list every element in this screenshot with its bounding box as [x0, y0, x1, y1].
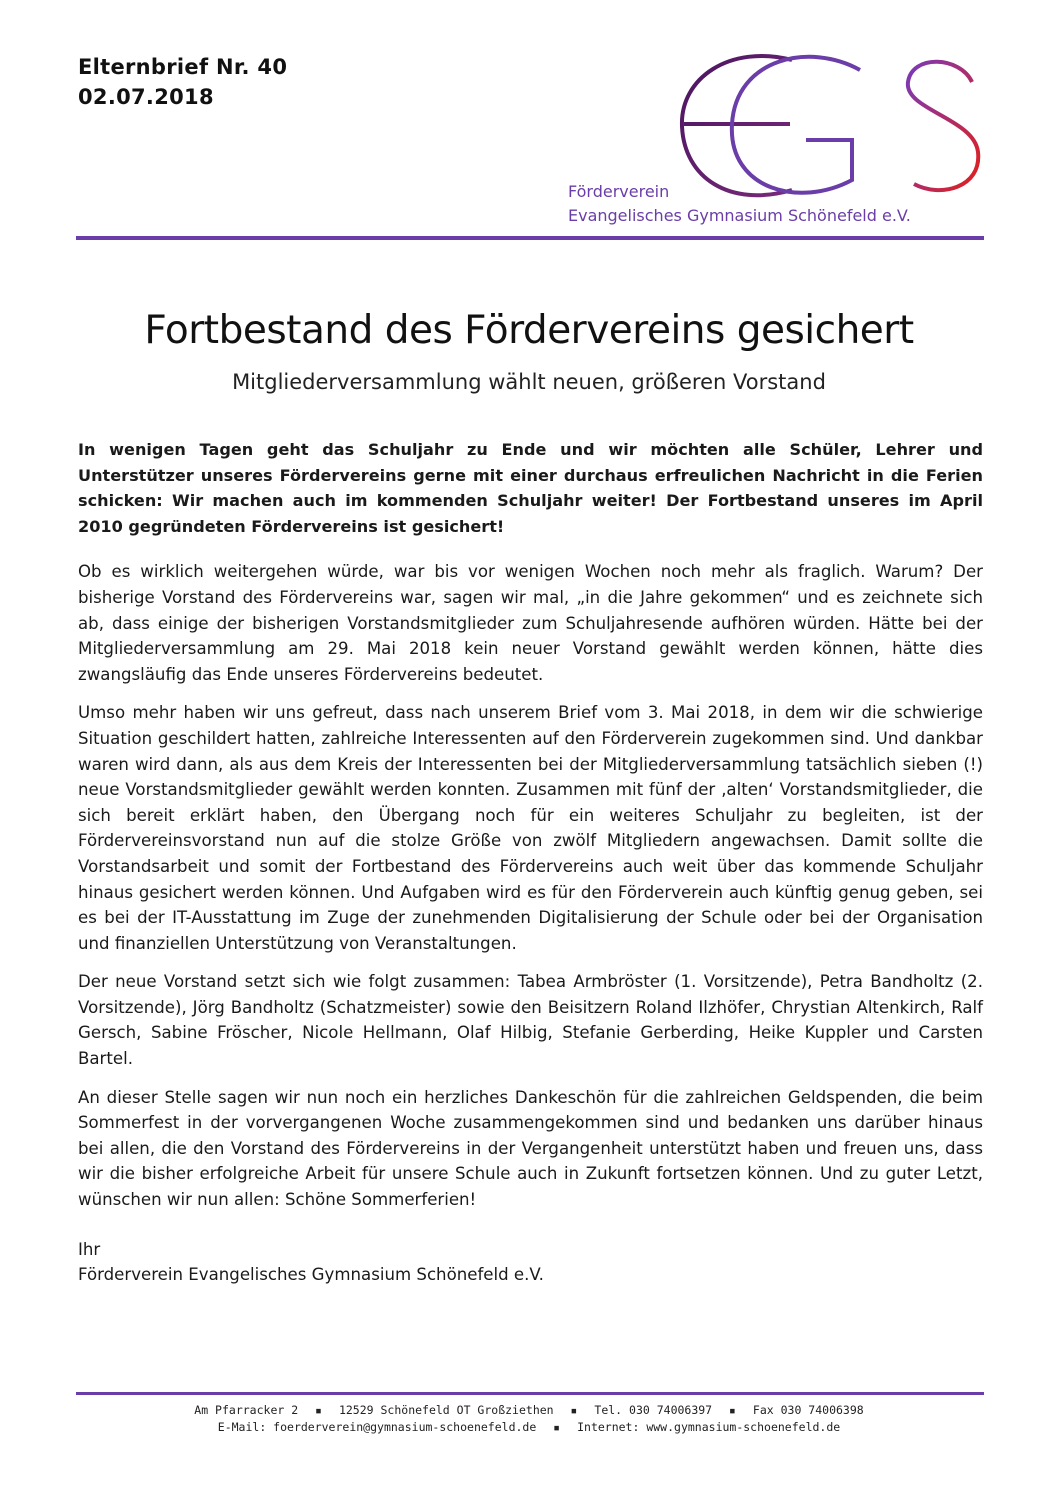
footer-email[interactable]: E-Mail: foerderverein@gymnasium-schoenefeld.de [217, 1420, 537, 1434]
footer-website[interactable]: Internet: www.gymnasium-schoenefeld.de [577, 1420, 841, 1434]
article-title: Fortbestand des Fördervereins gesichert [144, 308, 914, 353]
svg-text:EGS: EGS [560, 48, 563, 49]
logo-letter-s [908, 62, 978, 190]
paragraph-2: Umso mehr haben wir uns gefreut, dass nach unserem Brief vom 3. Mai 2018, in dem wir die schwierige Situation geschildert hatten, zahlreiche Interessenten auf den Förderverein zugekommen sind. Und dankbar waren wird dann, als aus dem Kreis der Interessenten bei der Mitgliederversammlung tatsächlich sieben (!) neue Vorstandsmitglieder gewählt werden konnten. Zusammen mit fünf der ‚alten‘ Vorstandsmitglieder, die sich bereit erklärt haben, den Übergang noch für ein weiteres Schuljahr zu begleiten, ist der Fördervereinsvorstand nun auf die stolze Größe von zwölf Mitgliedern angewachsen. Damit sollte die Vorstandsarbeit und somit der Fortbestand des Fördervereins auch weit über das kommende Schuljahr hinaus gesichert werden können. Und Aufgaben wird es für den Förderverein auch künftig genug geben, sei es bei der IT-Ausstattung im Zuge der zunehmenden Digitalisierung der Schule oder bei der Organisation und finanziellen Unterstützung von Veranstaltungen. [78, 703, 983, 953]
footer-divider [76, 1392, 984, 1395]
footer-address: Am Pfarracker 2 [194, 1403, 299, 1417]
paragraph-3: Der neue Vorstand setzt sich wie folgt zusammen: Tabea Armbröster (1. Vorsitzende), Petra Bandholtz (2. Vorsitzende), Jörg Bandholtz (Schatzmeister) sowie den Beisitzern Roland Ilzhöfer, Chrystian Altenkirch, Ralf Gersch, Sabine Fröscher, Nicole Hellmann, Olaf Hilbig, Stefanie Gerberding, Heike Kuppler und Carsten Bartel. [78, 972, 983, 1069]
footer-fax: Fax 030 74006398 [752, 1403, 864, 1417]
footer [0, 1402, 1058, 1436]
closing-salutation: Ihr [78, 1239, 101, 1259]
paragraph-1: Ob es wirklich weitergehen würde, war bis vor wenigen Wochen noch mehr als fraglich. Warum? Der bisherige Vorstand des Fördervereins war, sagen wir mal, „in die Jahre gekommen“ und es zeichnete sich ab, dass einige der bisherigen Vorstandsmitglieder zum Schuljahresende aufhören würden. Hätte bei der Mitgliederversammlung am 29. Mai 2018 kein neuer Vorstand gewählt werden können, hätte dies zwangsläufig das Ende unseres Fördervereins bedeutet. [78, 562, 983, 684]
footer-separator: ▪ [315, 1403, 323, 1417]
org-name-line1: Förderverein [568, 182, 670, 201]
org-name-block [568, 180, 911, 228]
letter-header-info [78, 52, 287, 112]
footer-phone: Tel. 030 74006397 [594, 1403, 713, 1417]
org-name-line2: Evangelisches Gymnasium Schönefeld e.V. [568, 206, 911, 225]
footer-separator: ▪ [553, 1420, 561, 1434]
logo-letter-e [682, 56, 792, 195]
article-body [78, 437, 983, 1288]
footer-line-2 [0, 1419, 1058, 1436]
closing-signature: Förderverein Evangelisches Gymnasium Schönefeld e.V. [78, 1265, 544, 1285]
footer-line-1 [0, 1402, 1058, 1419]
issue-number: Elternbrief Nr. 40 [78, 55, 288, 79]
footer-separator: ▪ [729, 1403, 736, 1417]
article-subtitle: Mitgliederversammlung wählt neuen, größeren Vorstand [232, 370, 826, 394]
header-divider [76, 236, 984, 240]
paragraph-4: An dieser Stelle sagen wir nun noch ein herzliches Dankeschön für die zahlreichen Geldspenden, die beim Sommerfest in der vorvergangenen Woche zusammengekommen sind und bedanken uns darüber hinaus bei allen, die den Vorstand des Fördervereins in der Vergangenheit unterstützt haben und freuen uns, dass wir die bisher erfolgreiche Arbeit für unsere Schule auch in Zukunft fortsetzen können. Und zu guter Letzt, wünschen wir nun allen: Schöne Sommerferien! [78, 1087, 983, 1210]
footer-separator: ▪ [570, 1403, 578, 1417]
footer-city: 12529 Schönefeld OT Großziethen [338, 1403, 554, 1417]
lead-paragraph: In wenigen Tagen geht das Schuljahr zu Ende und wir möchten alle Schüler, Lehrer und Unterstützer unseres Fördervereins gerne mit einer durchaus erfreulichen Nachricht in die Ferien schicken: Wir machen auch im kommenden Schuljahr weiter! Der Fortbestand unseres im April 2010 gegründeten Fördervereins ist gesichert! [78, 440, 983, 536]
issue-date: 02.07.2018 [78, 85, 214, 109]
closing [78, 1237, 983, 1288]
